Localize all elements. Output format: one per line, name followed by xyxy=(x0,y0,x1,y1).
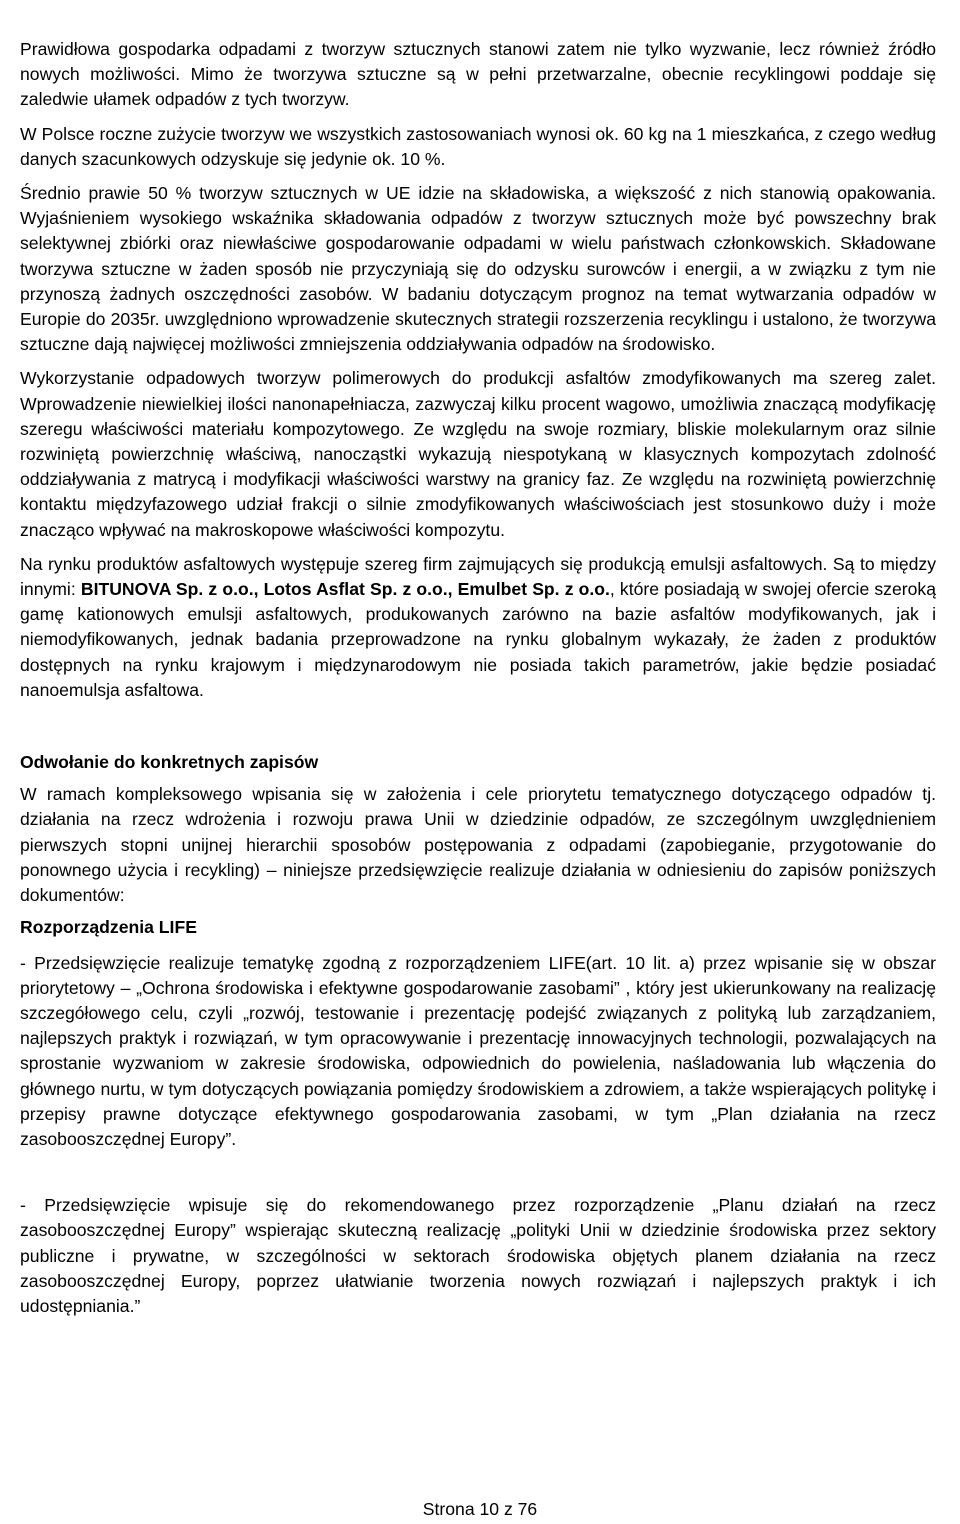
market-rest-text: , które posiadają w swojej ofercie szeroką gamę kationowych emulsji asfaltowych, produkowanych zarówno na bazie asfaltów modyfikowanych, jak i niemodyfikowanych, jednak badania przeprowadzone na rynku globalnym wykazały, że żaden z produktów dostępnych na rynku krajowym i międzynarodowym nie posiada takich parametrów, jakie będzie posiadać nanoemulsja asfaltowa. xyxy=(20,579,936,700)
life-item-1: - Przedsięwzięcie realizuje tematykę zgodną z rozporządzeniem LIFE(art. 10 lit. a) przez wpisanie się w obszar priorytetowy – „Ochrona środowiska i efektywne gospodarowanie zasobami” , który jest ukierunkowany na realizację szczegółowego celu, czyli „rozwój, testowanie i prezentację podejść związanych z polityką lub zarządzaniem, najlepszych praktyk i rozwiązań, w tym opracowywanie i prezentację innowacyjnych technologii, pozwalających na sprostanie wyzwaniom w zakresie środowiska, odpowiednich do powielenia, naśladowania lub włączenia do głównego nurtu, w tym dotyczących powiązania pomiędzy środowiskiem a zdrowiem, a także wspierających politykę i przepisy prawne dotyczące efektywnego gospodarowania zasobami, w tym „Plan działania na rzecz zasobooszczędnej Europy”. xyxy=(20,952,936,1149)
paragraph-intro: Prawidłowa gospodarka odpadami z tworzyw sztucznych stanowi zatem nie tylko wyzwanie, lecz również źródło nowych możliwości. Mimo że tworzywa sztuczne są w pełni przetwarzalne, obecnie recyklingowi poddaje się zaledwie ułamek odpadów z tych tworzyw. xyxy=(20,39,936,110)
life-item-2: - Przedsięwzięcie wpisuje się do rekomendowanego przez rozporządzenie „Planu działań na rzecz zasobooszczędnej Europy” wspierając skuteczną realizację „polityki Unii w dziedzinie środowiska przez sektory publiczne i prywatne, w szczególności w sektorach środowiska objętych planem działania na rzecz zasobooszczędnej Europy, poprzez ułatwianie tworzenia nowych rozwiązań i najlepszych praktyk i ich udostępniania.” xyxy=(20,1195,936,1316)
section-intro: W ramach kompleksowego wpisania się w założenia i cele priorytetu tematycznego dotyczącego odpadów tj. działania na rzecz wdrożenia i rozwoju prawa Unii w dziedzinie odpadów, ze szczególnym uwzględnieniem pierwszych stopni unijnej hierarchii sposobów postępowania z odpadami (zapobieganie, przygotowanie do ponownego użycia i recykling) – niniejsze przedsięwzięcie realizuje działania w odniesieniu do zapisów poniższych dokumentów: xyxy=(20,784,936,906)
section-heading: Odwołanie do konkretnych zapisów xyxy=(20,752,319,773)
page-number: Strona 10 z 76 xyxy=(422,1499,538,1519)
document-page xyxy=(20,37,936,1319)
market-intro-text: Na rynku produktów asfaltowych występuje szereg firm zajmujących się produkcją emulsji asfaltowych. Są to między innymi: xyxy=(20,553,936,600)
life-regulation-heading: Rozporządzenia LIFE xyxy=(20,917,197,938)
paragraph-polymer-asphalt: Wykorzystanie odpadowych tworzyw polimerowych do produkcji asfaltów zmodyfikowanych ma szereg zalet. Wprowadzenie niewielkiej ilości nanonapełniacza, zazwyczaj kilku procent wagowo, umożliwia znaczącą modyfikację szeregu właściwości materiału kompozytowego. Ze względu na swoje rozmiary, bliskie molekularnym oraz silnie rozwiniętą powierzchnię właściwą, nanocząstki wykazują niespotykaną w klasycznych kompozytach zdolność oddziaływania z matrycą i modyfikacji właściwości warstwy na granicy faz. Ze względu na rozwiniętą powierzchnię kontaktu międzyfazowego udział frakcji o silnie zmodyfikowanych właściwościach jest stosunkowo duży i może znacząco wpływać na makroskopowe właściwości kompozytu. xyxy=(20,368,936,540)
paragraph-eu-landfill: Średnio prawie 50 % tworzyw sztucznych w UE idzie na składowiska, a większość z nich stanowią opakowania. Wyjaśnieniem wysokiego wskaźnika składowania odpadów z tworzyw sztucznych może być powszechny brak selektywnej zbiórki oraz niewłaściwe gospodarowanie odpadami w wielu państwach członkowskich. Składowane tworzywa sztuczne w żaden sposób nie przyczyniają się do odzysku surowców i energii, a w związku z tym nie przynoszą żadnych oszczędności zasobów. W badaniu dotyczącym prognoz na temat wytwarzania odpadów w Europie do 2035r. uwzględniono wprowadzenie skutecznych strategii rozszerzenia recyklingu i ustalono, że tworzywa sztuczne dają najwięcej możliwości zmniejszenia oddziaływania odpadów na środowisko. xyxy=(20,183,936,355)
company-names: BITUNOVA Sp. z o.o., Lotos Asflat Sp. z o.o., Emulbet Sp. z o.o. xyxy=(80,579,610,600)
paragraph-poland-consumption: W Polsce roczne zużycie tworzyw we wszystkich zastosowaniach wynosi ok. 60 kg na 1 mieszkańca, z czego według danych szacunkowych odzyskuje się jedynie ok. 10 %. xyxy=(20,123,936,169)
paragraph-market xyxy=(20,552,936,703)
